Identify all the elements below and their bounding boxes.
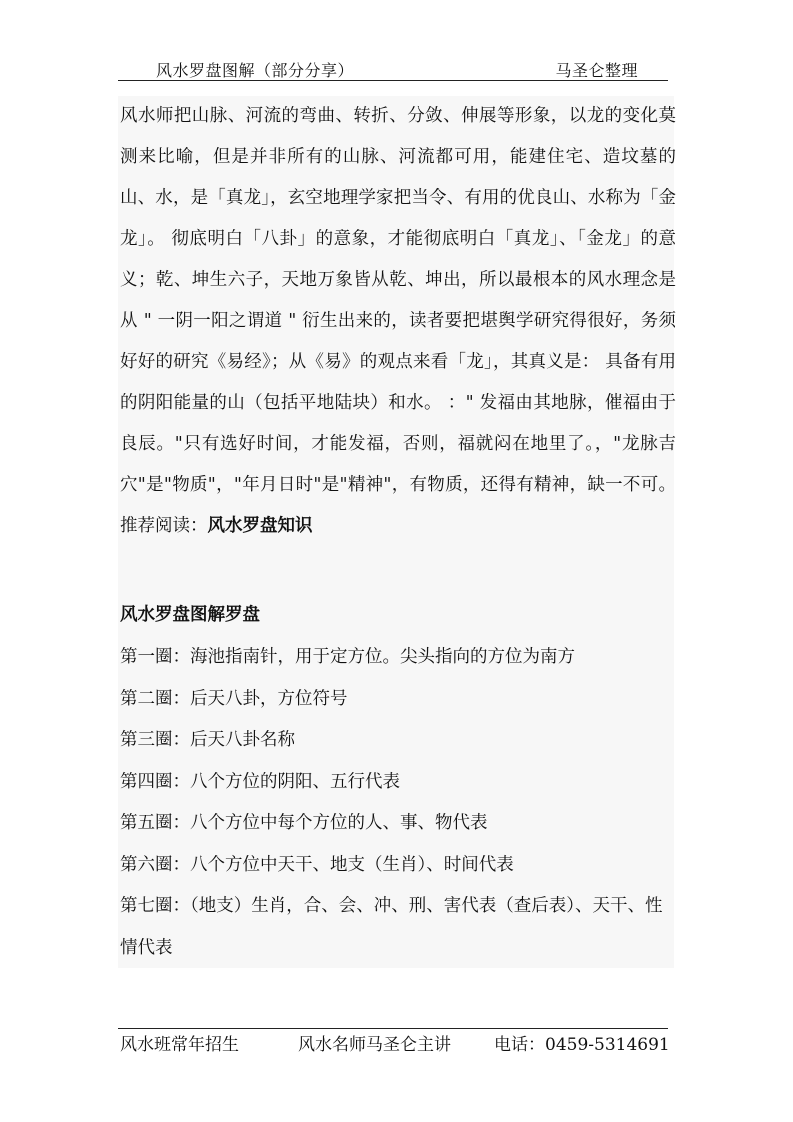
footer-class-info: 风水班常年招生 xyxy=(120,1035,239,1055)
footer-divider xyxy=(118,1028,668,1029)
ring-list xyxy=(120,637,676,969)
ring-item-6: 第六圈：八个方位中天干、地支（生肖）、时间代表 xyxy=(120,854,514,875)
footer-phone: 电话：0459-5314691 xyxy=(494,1035,670,1055)
recommended-link[interactable]: 风水罗盘知识 xyxy=(207,516,313,536)
ring-item-1: 第一圈：海池指南针，用于定方位。尖头指向的方位为南方 xyxy=(120,647,575,667)
footer-teacher: 风水名师马圣仑主讲 xyxy=(298,1035,451,1055)
ring-item-2: 第二圈：后天八卦，方位符号 xyxy=(120,688,348,709)
ring-item-5: 第五圈：八个方位中每个方位的人、事、物代表 xyxy=(120,813,488,833)
ring-item-4: 第四圈：八个方位的阴阳、五行代表 xyxy=(120,771,400,792)
page-header xyxy=(118,56,668,81)
document-title: 风水罗盘图解（部分分享） xyxy=(156,61,355,80)
ring-item-3: 第三圈：后天八卦名称 xyxy=(120,730,295,750)
ring-item-7: 第七圈：（地支）生肖，合、会、冲、刑、害代表（查后表）、天干、性情代表 xyxy=(120,896,663,958)
document-author: 马圣仑整理 xyxy=(555,61,638,80)
intro-text: 风水师把山脉、河流的弯曲、转折、分敛、伸展等形象，以龙的变化莫测来比喻，但是并非所有的山脉、河流都可用，能建住宅、造坟墓的山、水，是「真龙」，玄空地理学家把当令、有用的优良山、水称为「金龙」。 彻底明白「八卦」的意象，才能彻底明白「真龙」、「金龙」的意义；乾、坤生六子，天地万象皆从乾、坤出，所以最根本的风水理念是从 " 一阴一阳之谓道 " 衍生出来的，读者要把堪舆学研究得很好，务须好好的研究《易经》；从《易》的观点来看「龙」，其真义是： 具备有用的阴阳能量的山（包括平地陆块）和水。 ：" 发福由其地脉，催福由于良辰。"只有选好时间，才能发福，否则，福就闷在地里了。，"龙脉吉穴"是"物质"，"年月日时"是"精神"，有物质，还得有精神，缺一不可。 推荐阅读： xyxy=(120,106,676,536)
section-title: 风水罗盘图解罗盘 xyxy=(120,605,260,625)
page-footer xyxy=(120,1032,680,1058)
intro-paragraph xyxy=(120,96,676,547)
